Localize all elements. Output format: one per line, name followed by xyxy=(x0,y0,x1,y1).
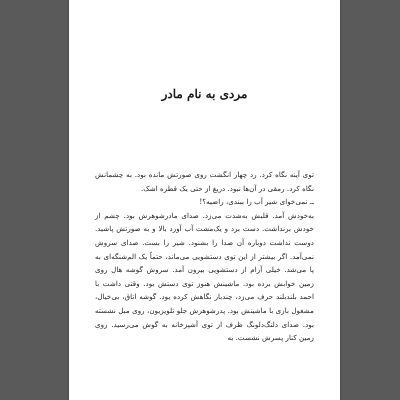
chapter-title: مردی به نام مادر xyxy=(161,87,248,101)
chapter-body xyxy=(95,168,314,345)
paragraph-2: ــ نمی‌خوای شیر آب را ببندی، راضیه؟! xyxy=(199,197,314,207)
book-page xyxy=(69,0,340,400)
paragraph-1: توی آینه نگاه کرد. رد چهار انگشت روی صورتش مانده بود. به چشمانش نگاه کرد. رمقی در آن‌ها نبود. دریغ از حتی یک قطره اشک. xyxy=(95,170,314,193)
paragraph-3: به‌خودش آمد. قلبش به‌شدت می‌زد. صدای مادرشوهرش بود. چشم از خودش برنداشت. دست برد و یک‌مشت آب آورد بالا و به صورتش پاشید. دوست نداشت دوباره آن صدا را بشنود. شیر را بست. صدای سروش نمی‌آمد. اگر بیشتر از این توی دستشویی می‌ماند، حتماً یک الم‌شنگه‌ای به پا می‌شد. خیلی آرام از دستشویی بیرون آمد. سروش گوشه هال روی زمین خوابش برده بود. ماشینش هنوز توی دستش بود. وقتی داشت با احمد بلندبلند حرف می‌زد، چندبار نگاهش کرده بود. گوشه اتاق، بی‌خیال، مشغول بازی با ماشینش بود. پدرشوهرش جلو تلویزیون، روی مبل نشسته بود. صدای دلنگ‌دلونگ ظرف از توی آشپزخانه به گوش می‌رسید. روی زمین کنار پسرش نشست. به xyxy=(95,210,314,343)
